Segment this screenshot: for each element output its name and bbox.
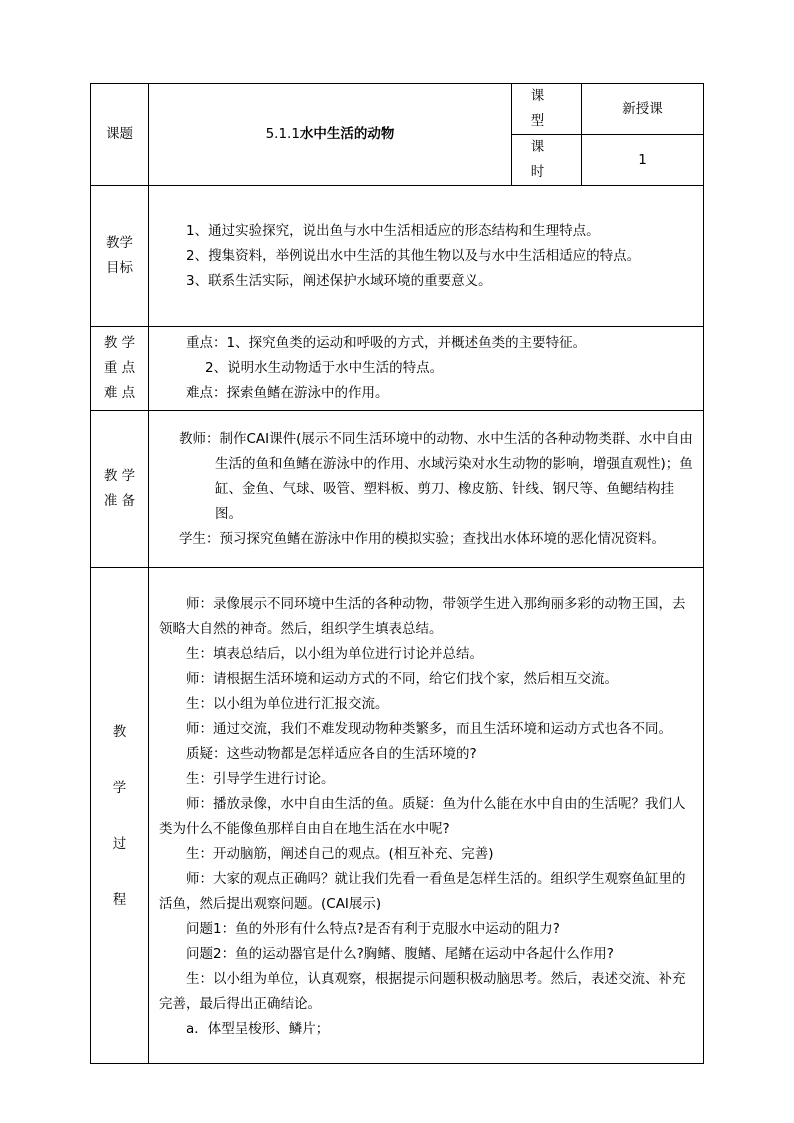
preparation-label bbox=[91, 411, 149, 568]
process-question: 问题2：鱼的运动器官是什么?胸鳍、腹鳍、尾鳍在运动中各起什么作用? bbox=[186, 945, 614, 962]
keypoints-label bbox=[91, 327, 149, 411]
process-line: 师：播放录像，水中自由生活的鱼。质疑：鱼为什么能在水中自由的生活呢？我们人类为什么不能像鱼那样自由自在地生活在水中呢? bbox=[159, 795, 686, 837]
keypoint-line: 2、说明水生动物适于水中生活的特点。 bbox=[205, 360, 444, 376]
objectives-label-line-2: 目标 bbox=[106, 260, 133, 276]
keypoint-line: 重点：1、探究鱼类的运动和呼吸的方式，并概述鱼类的主要特征。 bbox=[186, 335, 587, 351]
student-preparation: 学生：预习探究鱼鳍在游泳中作用的模拟实验；查找出水体环境的恶化情况资料。 bbox=[179, 530, 665, 547]
preparation-content bbox=[149, 411, 704, 568]
preparation-label-line-2: 准 备 bbox=[103, 493, 136, 509]
keypoints-label-line-2: 重 点 bbox=[103, 360, 136, 376]
objective-item: 2、搜集资料，举例说出水中生活的其他生物以及与水中生活相适应的特点。 bbox=[186, 247, 641, 264]
objectives-label bbox=[91, 186, 149, 327]
keypoints-row bbox=[91, 327, 704, 411]
process-label-line-1: 教 bbox=[112, 723, 127, 740]
keypoints-content bbox=[149, 327, 704, 411]
keypoints-label-line-3: 难 点 bbox=[103, 385, 136, 401]
objective-item: 3、联系生活实际，阐述保护水域环境的重要意义。 bbox=[186, 272, 492, 289]
topic-title bbox=[149, 84, 512, 186]
objectives-label-line-1: 教学 bbox=[106, 235, 133, 251]
process-line: 生：以小组为单位进行汇报交流。 bbox=[186, 695, 389, 712]
topic-label: 课题 bbox=[91, 84, 149, 186]
process-line: 师：大家的观点正确吗？就让我们先看一看鱼是怎样生活的。组织学生观察鱼缸里的活鱼，然后提出观察问题。(CAI展示) bbox=[159, 870, 686, 912]
process-row bbox=[91, 568, 704, 1064]
preparation-label-line-1: 教 学 bbox=[103, 468, 136, 484]
process-line: 师：录像展示不同环境中生活的各种动物，带领学生进入那绚丽多彩的动物王国，去领略大自然的神奇。然后，组织学生填表总结。 bbox=[159, 595, 686, 637]
process-line: 生：填表总结后，以小组为单位进行讨论并总结。 bbox=[186, 645, 483, 662]
header-row-1 bbox=[91, 84, 704, 135]
difficulty-line: 难点：探索鱼鳍在游泳中的作用。 bbox=[186, 385, 389, 401]
lesson-hours-label: 课 时 bbox=[512, 135, 582, 186]
process-content bbox=[149, 568, 704, 1064]
lesson-plan-page bbox=[90, 83, 703, 1037]
lesson-hours-value: 1 bbox=[582, 135, 704, 186]
process-line: 生：开动脑筋，阐述自己的观点。(相互补充、完善) bbox=[186, 845, 494, 862]
process-label-line-3: 过 bbox=[112, 835, 127, 852]
process-line: 质疑：这些动物都是怎样适应各自的生活环境的? bbox=[186, 745, 477, 762]
objectives-row bbox=[91, 186, 704, 327]
topic-name: 水中生活的动物 bbox=[299, 126, 395, 142]
process-conclusion: a．体型呈梭形、鳞片； bbox=[186, 1020, 330, 1037]
process-line: 生：以小组为单位，认真观察，根据提示问题积极动脑思考。然后，表述交流、补充完善，最后得出正确结论。 bbox=[159, 970, 686, 1012]
keypoints-label-line-1: 教 学 bbox=[103, 335, 136, 351]
teacher-preparation: 教师：制作CAI课件(展示不同生活环境中的动物、水中生活的各种动物类群、水中自由生活的鱼和鱼鳍在游泳中的作用、水域污染对水生动物的影响，增强直观性)；鱼缸、金鱼、气球、吸管、塑料板、剪刀、橡皮筋、针线、钢尺等、鱼鳃结构挂图。 bbox=[179, 430, 693, 522]
process-line: 师：通过交流，我们不难发现动物种类繁多，而且生活环境和运动方式也各不同。 bbox=[186, 720, 672, 737]
process-label bbox=[91, 568, 149, 1064]
lesson-type-value: 新授课 bbox=[582, 84, 704, 135]
process-line: 生：引导学生进行讨论。 bbox=[186, 770, 335, 787]
objective-item: 1、通过实验探究，说出鱼与水中生活相适应的形态结构和生理特点。 bbox=[186, 222, 600, 239]
process-label-line-2: 学 bbox=[112, 779, 127, 796]
preparation-row bbox=[91, 411, 704, 568]
lesson-type-label: 课 型 bbox=[512, 84, 582, 135]
process-question: 问题1：鱼的外形有什么特点?是否有利于克服水中运动的阻力? bbox=[186, 920, 560, 937]
topic-number: 5.1.1 bbox=[265, 126, 300, 142]
process-label-line-4: 程 bbox=[112, 891, 127, 908]
process-line: 师：请根据生活环境和运动方式的不同，给它们找个家，然后相互交流。 bbox=[186, 670, 618, 687]
lesson-plan-table bbox=[90, 83, 704, 1064]
objectives-content bbox=[149, 186, 704, 327]
